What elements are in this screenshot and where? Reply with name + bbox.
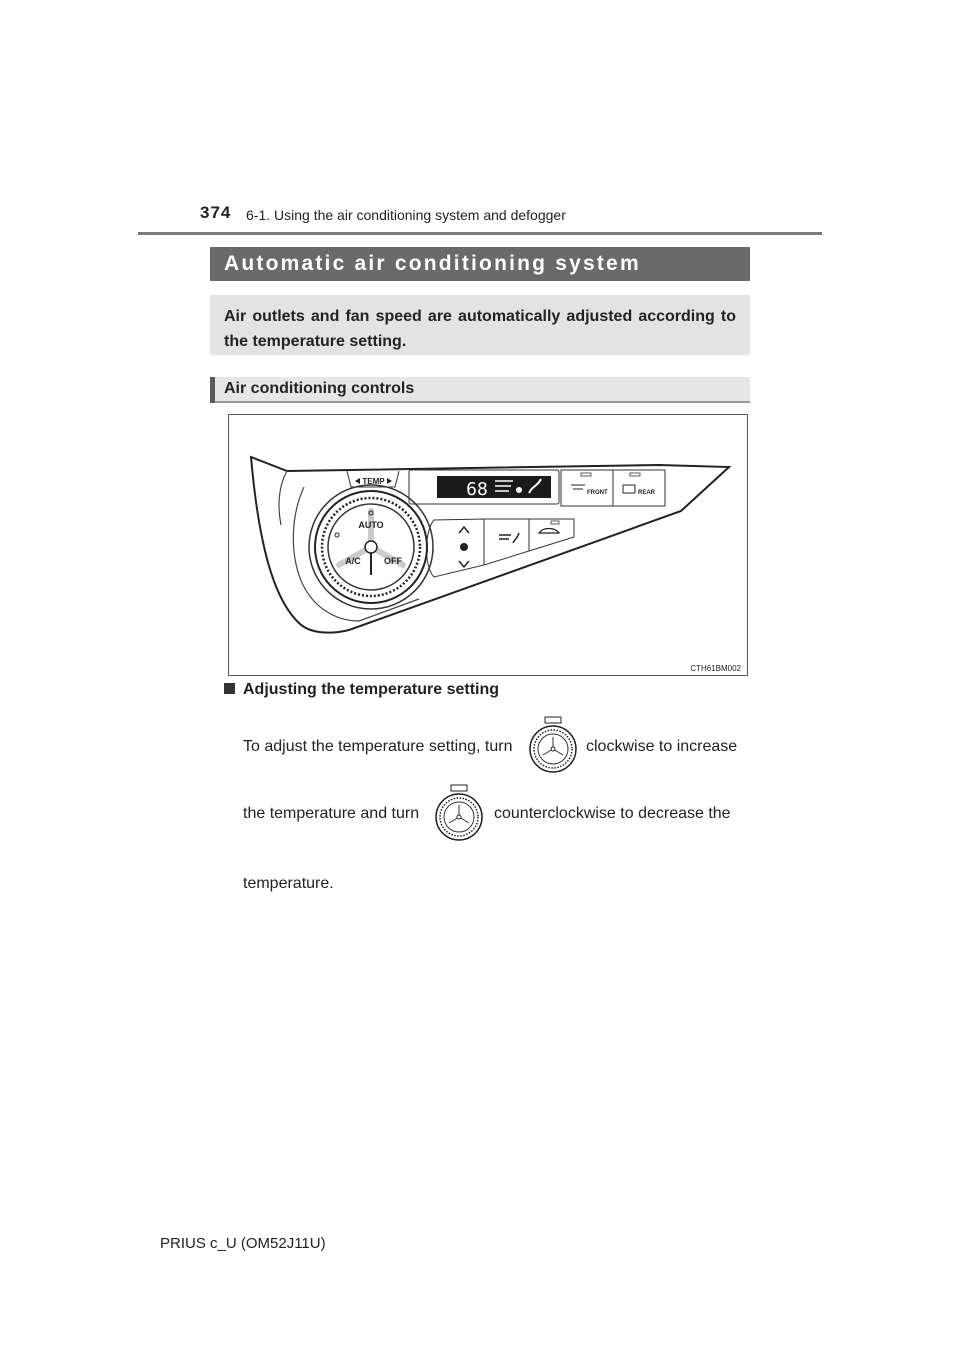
intro-box [210, 295, 750, 355]
body-line-2b: counterclockwise to decrease the [494, 805, 731, 822]
control-panel-illustration [229, 415, 749, 677]
figure-code: CTH61BM002 [690, 664, 741, 673]
auto-label: AUTO [358, 520, 384, 530]
body-line-1b: clockwise to increase [586, 738, 738, 755]
section-heading-text: Adjusting the temperature setting [243, 681, 500, 698]
temperature-dial-icon [527, 716, 579, 774]
control-panel-figure [228, 414, 748, 676]
footer-model: PRIUS c_U (OM52J11U) [160, 1235, 326, 1252]
front-defogger-label: FRONT [587, 490, 608, 496]
rear-defogger-label: REAR [638, 490, 656, 496]
header-rule [138, 232, 822, 235]
body-line-1a: To adjust the temperature setting, turn [243, 738, 513, 755]
intro-text: Air outlets and fan speed are automatically adjusted according to the temperature setting. [224, 308, 736, 350]
page-number: 374 [200, 203, 232, 222]
temperature-dial-icon [433, 784, 485, 842]
bullet-square-icon [224, 683, 235, 694]
off-label: OFF [384, 556, 402, 566]
section-heading [224, 681, 499, 699]
subheading-bar [210, 377, 750, 403]
title-bar [210, 247, 750, 281]
subheading: Air conditioning controls [224, 380, 415, 397]
ac-label: A/C [345, 556, 361, 566]
body-line-2a: the temperature and turn [243, 805, 420, 822]
body-line-3: temperature. [243, 875, 334, 892]
temperature-dial [309, 485, 433, 609]
display-readout: 68 [466, 479, 488, 500]
page-title: Automatic air conditioning system [224, 252, 641, 275]
section-reference: 6-1. Using the air conditioning system and defogger [246, 207, 566, 223]
temp-label: TEMP [362, 477, 385, 486]
